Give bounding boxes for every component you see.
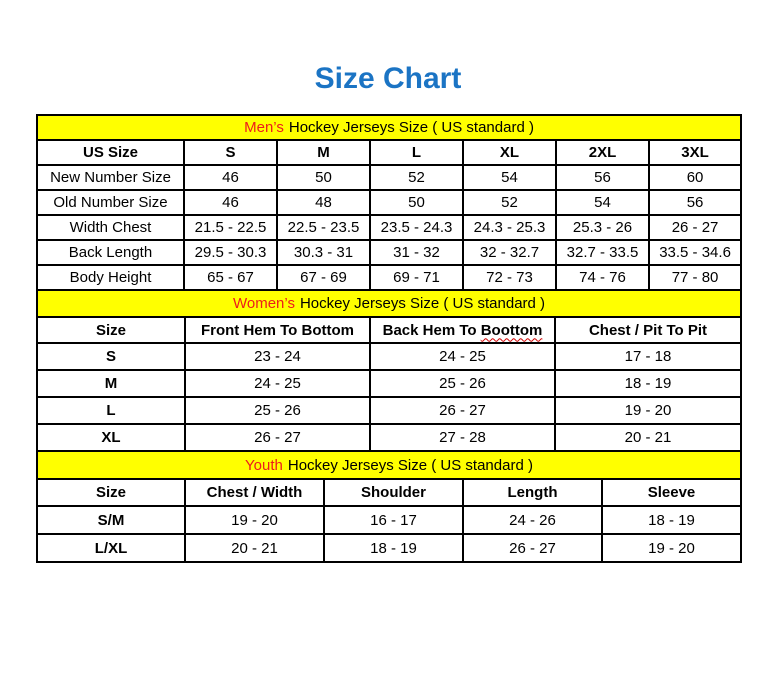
table-cell: 27 - 28 [370, 424, 555, 451]
table-cell: 26 - 27 [370, 397, 555, 424]
mens-band-highlight: Men’s [244, 119, 284, 136]
row-label: L/XL [37, 534, 185, 562]
mens-band-text: Hockey Jerseys Size ( US standard ) [288, 119, 534, 136]
table-cell: 21.5 - 22.5 [184, 215, 277, 240]
mens-col-us-size: US Size [37, 140, 184, 165]
mens-col-s: S [184, 140, 277, 165]
table-cell: 18 - 19 [324, 534, 463, 562]
womens-col-chest-pit: Chest / Pit To Pit [555, 317, 741, 343]
table-cell: 24.3 - 25.3 [463, 215, 556, 240]
table-cell: 17 - 18 [555, 343, 741, 370]
table-row-youth-sm [37, 506, 741, 534]
size-chart-tables [36, 114, 740, 563]
womens-section-band-row [37, 290, 741, 317]
table-cell: 25 - 26 [185, 397, 370, 424]
table-cell: 65 - 67 [184, 265, 277, 290]
mens-header-row [37, 140, 741, 165]
youth-col-size: Size [37, 479, 185, 506]
table-cell: 16 - 17 [324, 506, 463, 534]
table-cell: 24 - 26 [463, 506, 602, 534]
womens-band-text: Hockey Jerseys Size ( US standard ) [299, 295, 546, 312]
womens-band-highlight: Women’s [232, 295, 295, 312]
table-cell: 26 - 27 [463, 534, 602, 562]
youth-band-text: Hockey Jerseys Size ( US standard ) [287, 456, 533, 474]
table-cell: 30.3 - 31 [277, 240, 370, 265]
table-row-body-height [37, 265, 741, 290]
table-row-womens-xl [37, 424, 741, 451]
table-cell: 32.7 - 33.5 [556, 240, 649, 265]
youth-header-row [37, 479, 741, 506]
table-cell: 52 [463, 190, 556, 215]
table-cell: 20 - 21 [185, 534, 324, 562]
table-cell: 46 [184, 165, 277, 190]
womens-section-band [37, 290, 741, 317]
page-title: Size Chart [314, 62, 462, 95]
table-cell: 19 - 20 [185, 506, 324, 534]
back-hem-misspelled-word: Boottom [480, 321, 543, 339]
table-cell: 24 - 25 [185, 370, 370, 397]
youth-col-chest-width: Chest / Width [185, 479, 324, 506]
youth-col-length: Length [463, 479, 602, 506]
youth-col-sleeve: Sleeve [602, 479, 741, 506]
mens-col-2xl: 2XL [556, 140, 649, 165]
womens-col-back-hem [370, 317, 555, 343]
row-label: L [37, 397, 185, 424]
table-cell: 29.5 - 30.3 [184, 240, 277, 265]
table-cell: 22.5 - 23.5 [277, 215, 370, 240]
table-cell: 60 [649, 165, 741, 190]
womens-size-table [36, 289, 742, 452]
row-label: S [37, 343, 185, 370]
table-cell: 18 - 19 [555, 370, 741, 397]
table-cell: 54 [463, 165, 556, 190]
mens-size-table [36, 114, 742, 291]
table-cell: 32 - 32.7 [463, 240, 556, 265]
mens-col-l: L [370, 140, 463, 165]
table-row-womens-m [37, 370, 741, 397]
row-label: New Number Size [37, 165, 184, 190]
table-cell: 48 [277, 190, 370, 215]
youth-size-table [36, 450, 742, 563]
table-row-new-number-size [37, 165, 741, 190]
table-cell: 26 - 27 [185, 424, 370, 451]
table-cell: 19 - 20 [555, 397, 741, 424]
table-cell: 74 - 76 [556, 265, 649, 290]
womens-col-size: Size [37, 317, 185, 343]
table-cell: 24 - 25 [370, 343, 555, 370]
table-cell: 67 - 69 [277, 265, 370, 290]
table-cell: 77 - 80 [649, 265, 741, 290]
row-label: Old Number Size [37, 190, 184, 215]
table-row-old-number-size [37, 190, 741, 215]
row-label: Width Chest [37, 215, 184, 240]
mens-section-band [37, 115, 741, 140]
mens-col-m: M [277, 140, 370, 165]
mens-col-3xl: 3XL [649, 140, 741, 165]
table-cell: 52 [370, 165, 463, 190]
row-label: M [37, 370, 185, 397]
table-cell: 56 [649, 190, 741, 215]
table-cell: 72 - 73 [463, 265, 556, 290]
table-cell: 33.5 - 34.6 [649, 240, 741, 265]
womens-col-front-hem: Front Hem To Bottom [185, 317, 370, 343]
row-label: Body Height [37, 265, 184, 290]
row-label: XL [37, 424, 185, 451]
table-cell: 23.5 - 24.3 [370, 215, 463, 240]
mens-col-xl: XL [463, 140, 556, 165]
table-cell: 50 [370, 190, 463, 215]
table-cell: 56 [556, 165, 649, 190]
womens-header-row [37, 317, 741, 343]
table-row-back-length [37, 240, 741, 265]
table-row-youth-lxl [37, 534, 741, 562]
youth-section-band [37, 451, 741, 479]
table-cell: 26 - 27 [649, 215, 741, 240]
table-cell: 50 [277, 165, 370, 190]
row-label: S/M [37, 506, 185, 534]
mens-section-band-row [37, 115, 741, 140]
table-cell: 20 - 21 [555, 424, 741, 451]
table-cell: 31 - 32 [370, 240, 463, 265]
table-cell: 19 - 20 [602, 534, 741, 562]
table-row-womens-s [37, 343, 741, 370]
table-row-width-chest [37, 215, 741, 240]
back-hem-prefix: Back Hem To [382, 321, 477, 339]
table-row-womens-l [37, 397, 741, 424]
youth-section-band-row [37, 451, 741, 479]
table-cell: 23 - 24 [185, 343, 370, 370]
table-cell: 25 - 26 [370, 370, 555, 397]
table-cell: 69 - 71 [370, 265, 463, 290]
youth-band-highlight: Youth [245, 456, 283, 474]
table-cell: 25.3 - 26 [556, 215, 649, 240]
row-label: Back Length [37, 240, 184, 265]
youth-col-shoulder: Shoulder [324, 479, 463, 506]
table-cell: 18 - 19 [602, 506, 741, 534]
table-cell: 54 [556, 190, 649, 215]
table-cell: 46 [184, 190, 277, 215]
